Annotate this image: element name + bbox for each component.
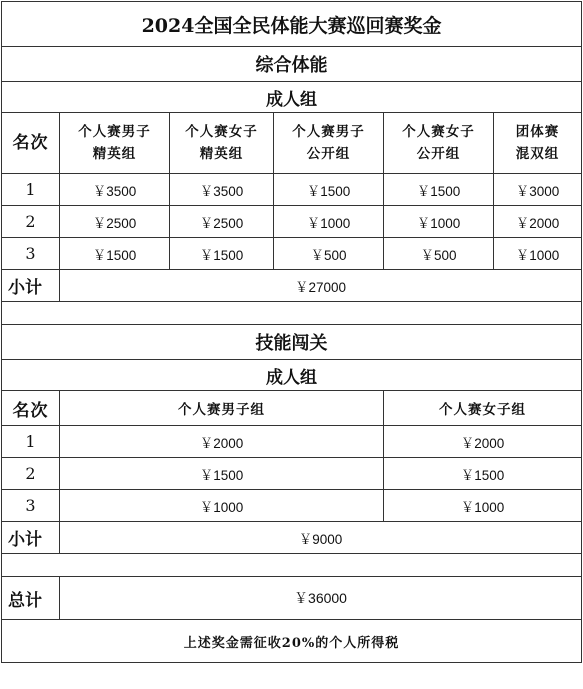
subtotal-value: ￥9000: [60, 522, 582, 554]
column-header-line: 个人赛男子: [78, 124, 151, 140]
prize-cell: ￥3500: [60, 174, 170, 206]
subtotal-label: 小计: [2, 522, 60, 554]
prize-cell: ￥1500: [60, 458, 384, 490]
column-header-line: 团体赛: [515, 124, 560, 140]
page-title: 2024全国全民体能大赛巡回赛奖金: [2, 2, 582, 47]
prize-cell: ￥1000: [60, 490, 384, 522]
prize-cell: ￥500: [274, 238, 384, 270]
column-header: [170, 113, 274, 174]
subtotal-value: ￥27000: [60, 270, 582, 302]
prize-cell: ￥2000: [384, 426, 582, 458]
table-row: [2, 238, 582, 270]
section-title-skill-challenge: 技能闯关: [2, 325, 582, 360]
prize-cell: ￥500: [384, 238, 494, 270]
prize-cell: ￥1500: [274, 174, 384, 206]
prize-cell: ￥2500: [170, 206, 274, 238]
column-header-line: 个人赛男子: [292, 124, 365, 140]
column-header-line: 混双组: [515, 146, 560, 162]
table-row: [2, 426, 582, 458]
column-header: [60, 113, 170, 174]
tax-note: 上述奖金需征收20%的个人所得税: [2, 620, 582, 663]
prize-cell: ￥1500: [384, 458, 582, 490]
column-header: [274, 113, 384, 174]
section-title-comprehensive: 综合体能: [2, 47, 582, 82]
prize-cell: ￥1000: [274, 206, 384, 238]
prize-cell: ￥2500: [60, 206, 170, 238]
prize-cell: ￥1000: [494, 238, 582, 270]
prize-cell: ￥1500: [170, 238, 274, 270]
column-header-line: 个人赛女子: [402, 124, 475, 140]
column-header-line: 公开组: [416, 146, 461, 162]
subtotal-label: 小计: [2, 270, 60, 302]
total-label: 总计: [2, 577, 60, 620]
rank-cell: 1: [2, 174, 60, 206]
column-header-line: 精英组: [199, 146, 244, 162]
column-header: 个人赛女子组: [384, 391, 582, 426]
prize-cell: ￥2000: [60, 426, 384, 458]
spacer-row: [2, 302, 582, 325]
group-title-adult: 成人组: [2, 82, 582, 113]
table-row: [2, 490, 582, 522]
prize-cell: ￥1000: [384, 490, 582, 522]
column-header-line: 精英组: [92, 146, 137, 162]
column-header: [494, 113, 582, 174]
prize-cell: ￥3000: [494, 174, 582, 206]
prize-cell: ￥3500: [170, 174, 274, 206]
spacer-row: [2, 554, 582, 577]
rank-header: 名次: [2, 113, 60, 174]
rank-cell: 2: [2, 458, 60, 490]
rank-cell: 3: [2, 490, 60, 522]
table-row: [2, 458, 582, 490]
table-row: [2, 174, 582, 206]
group-title-adult: 成人组: [2, 360, 582, 391]
rank-cell: 2: [2, 206, 60, 238]
column-header-line: 个人赛女子: [185, 124, 258, 140]
prize-table-sheet: [1, 1, 581, 663]
table-row: [2, 206, 582, 238]
total-value: ￥36000: [60, 577, 582, 620]
column-header: [384, 113, 494, 174]
rank-header: 名次: [2, 391, 60, 426]
prize-cell: ￥2000: [494, 206, 582, 238]
column-header: 个人赛男子组: [60, 391, 384, 426]
prize-cell: ￥1500: [384, 174, 494, 206]
rank-cell: 1: [2, 426, 60, 458]
prize-cell: ￥1000: [384, 206, 494, 238]
column-header-line: 公开组: [306, 146, 351, 162]
prize-cell: ￥1500: [60, 238, 170, 270]
rank-cell: 3: [2, 238, 60, 270]
prize-table: [1, 1, 582, 663]
